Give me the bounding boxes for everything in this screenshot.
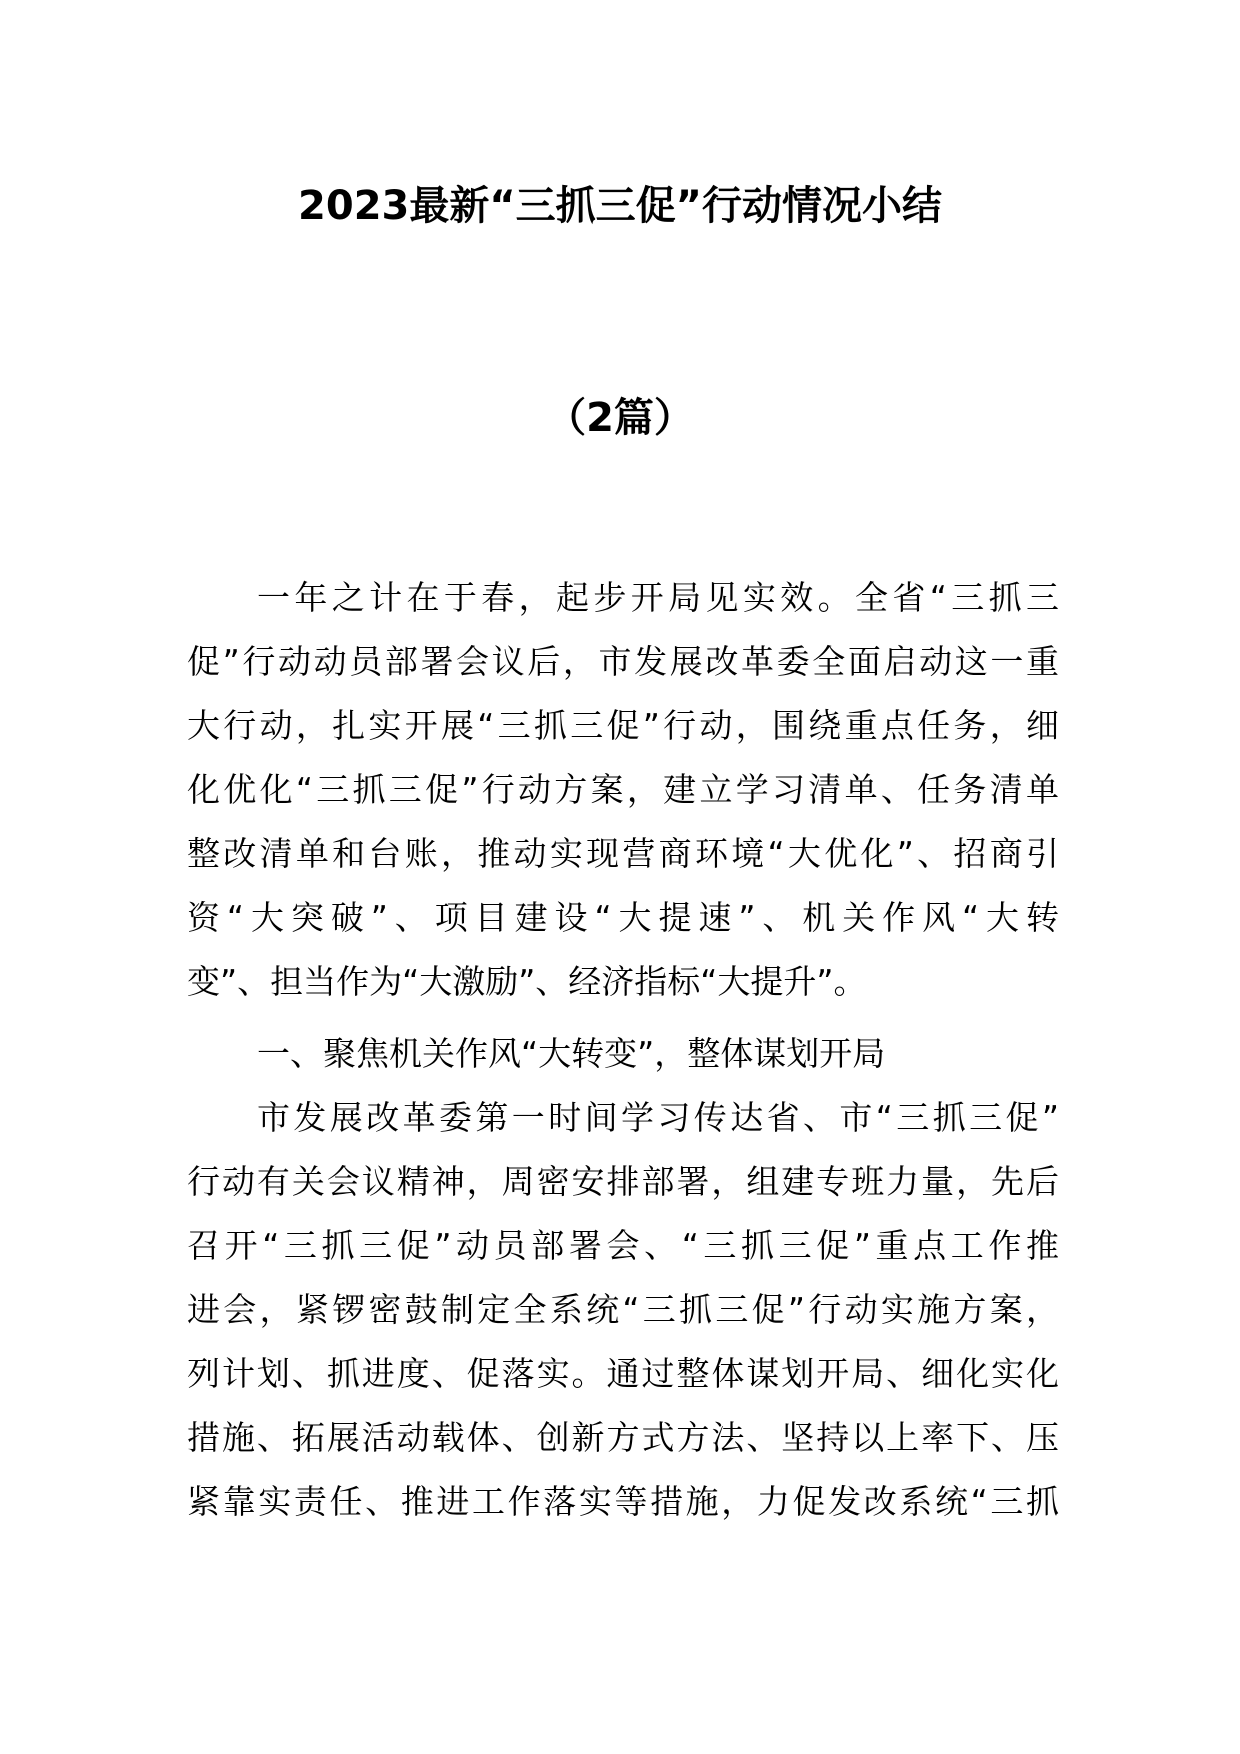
document-subtitle: （2篇）	[546, 395, 694, 441]
paragraph-line: 化优化“三抓三促”行动方案，建立学习清单、任务清单	[187, 770, 1059, 809]
paragraph-line: 资“大突破”、项目建设“大提速”、机关作风“大转	[187, 898, 1059, 937]
paragraph-line: 行动有关会议精神，周密安排部署，组建专班力量，先后	[187, 1162, 1059, 1201]
section-heading: 一、聚焦机关作风“大转变”，整体谋划开局	[257, 1034, 886, 1073]
paragraph-line: 进会，紧锣密鼓制定全系统“三抓三促”行动实施方案，	[187, 1290, 1059, 1329]
paragraph-line: 大行动，扎实开展“三抓三促”行动，围绕重点任务，细	[187, 706, 1059, 745]
paragraph-line: 紧靠实责任、推进工作落实等措施，力促发改系统“三抓	[187, 1482, 1059, 1521]
document-title: 2023最新“三抓三促”行动情况小结	[298, 183, 942, 229]
paragraph-line: 一年之计在于春，起步开局见实效。全省“三抓三	[257, 578, 1059, 617]
paragraph-line: 变”、担当作为“大激励”、经济指标“大提升”。	[187, 962, 867, 1001]
paragraph-line: 列计划、抓进度、促落实。通过整体谋划开局、细化实化	[187, 1354, 1059, 1393]
paragraph-line: 市发展改革委第一时间学习传达省、市“三抓三促”	[257, 1098, 1059, 1137]
paragraph-line: 召开“三抓三促”动员部署会、“三抓三促”重点工作推	[187, 1226, 1059, 1265]
paragraph-line: 促”行动动员部署会议后，市发展改革委全面启动这一重	[187, 642, 1059, 681]
paragraph-line: 措施、拓展活动载体、创新方式方法、坚持以上率下、压	[187, 1418, 1059, 1457]
paragraph-line: 整改清单和台账，推动实现营商环境“大优化”、招商引	[187, 834, 1059, 873]
paragraph-1	[187, 566, 1059, 1014]
paragraph-2	[187, 1086, 1059, 1534]
